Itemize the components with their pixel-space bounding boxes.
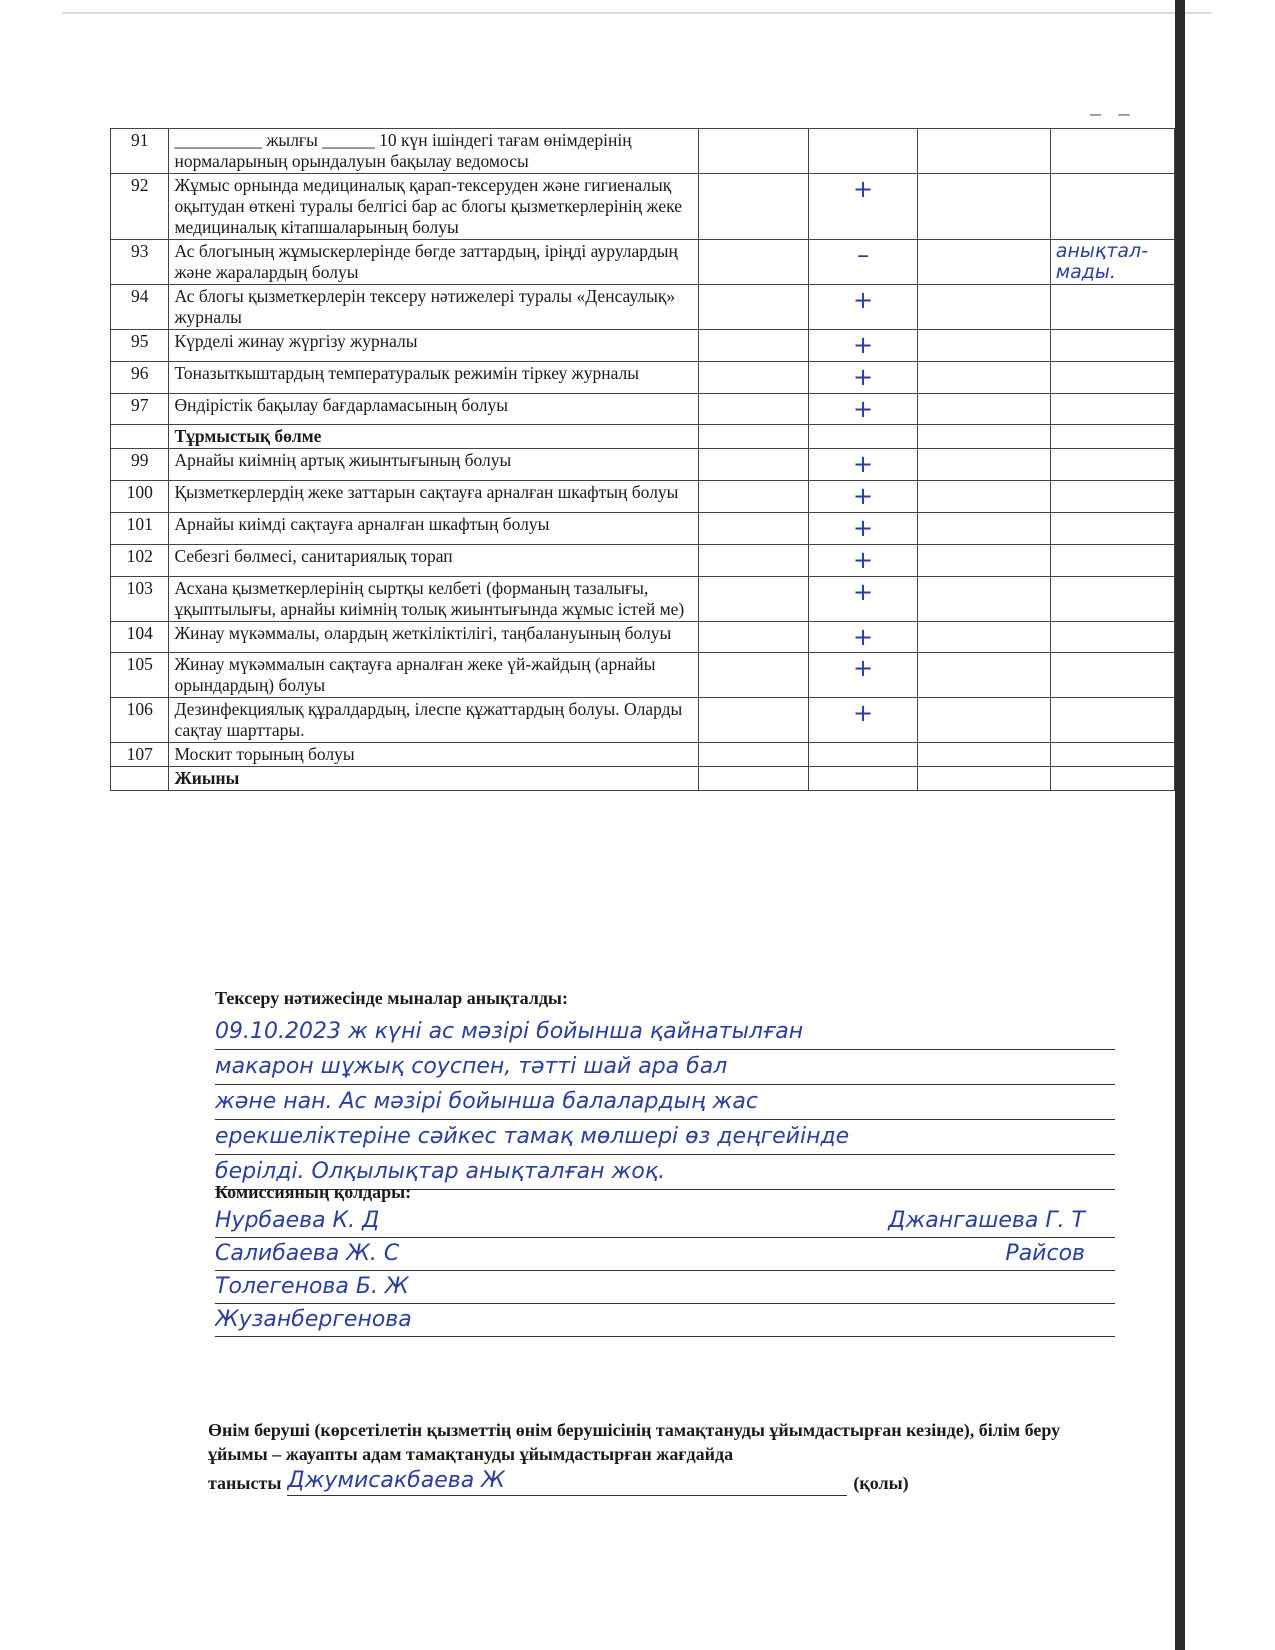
row-description: Қызметкерлердің жеке заттарын сақтауға арналған шкафтың болуы <box>169 481 698 513</box>
table-row <box>111 743 1175 767</box>
empty-cell <box>918 129 1050 174</box>
remark-cell <box>1050 129 1174 174</box>
remark-cell <box>1050 285 1174 330</box>
signature-name: Джангашева Г. Т <box>888 1208 1085 1233</box>
check-mark: + <box>808 285 918 330</box>
remark-cell <box>1050 512 1174 544</box>
check-mark <box>808 767 918 791</box>
signature-name <box>1085 1304 1115 1336</box>
table-row <box>111 285 1175 330</box>
empty-cell <box>698 698 808 743</box>
check-mark: – <box>808 240 918 285</box>
table-row <box>111 544 1175 576</box>
empty-cell <box>918 285 1050 330</box>
remark-cell: анықтал-мады. <box>1050 240 1174 285</box>
section-row <box>111 425 1175 449</box>
checklist-table <box>110 128 1175 791</box>
empty-cell <box>918 330 1050 362</box>
remark-cell <box>1050 767 1174 791</box>
signature-name: Нурбаева К. Д <box>215 1208 380 1233</box>
row-description: Себезгі бөлмесі, санитариялық торап <box>169 544 698 576</box>
acquainted-label: танысты <box>208 1473 282 1494</box>
table-row <box>111 330 1175 362</box>
remark-cell <box>1050 544 1174 576</box>
acquainted-signature: Джумисакбаева Ж <box>287 1467 847 1496</box>
empty-cell <box>918 481 1050 513</box>
table-row <box>111 174 1175 240</box>
row-description: Асхана қызметкерлерінің сыртқы келбеті (форманың тазалығы, ұқыптылығы, арнайы киімнің толық жиынтығында жұмыс істей ме) <box>169 576 698 621</box>
empty-cell <box>918 743 1050 767</box>
row-description: Ас блогы қызметкерлерін тексеру нәтижелері туралы «Денсаулық» журналы <box>169 285 698 330</box>
remark-cell <box>1050 425 1174 449</box>
row-description: Арнайы киімнің артық жиынтығының болуы <box>169 449 698 481</box>
row-number: 93 <box>111 240 169 285</box>
scan-edge-right <box>1175 0 1185 1650</box>
empty-cell <box>698 425 808 449</box>
row-number: 103 <box>111 576 169 621</box>
signature-line <box>215 1271 1115 1304</box>
findings-line: 09.10.2023 ж күні ас мәзірі бойынша қайнатылған <box>215 1015 1115 1050</box>
table-row <box>111 512 1175 544</box>
empty-cell <box>698 653 808 698</box>
signature-name: Жузанбергенова <box>215 1307 412 1332</box>
empty-cell <box>698 361 808 393</box>
empty-cell <box>698 544 808 576</box>
check-mark: + <box>808 174 918 240</box>
check-mark: + <box>808 621 918 653</box>
empty-cell <box>918 698 1050 743</box>
findings-line: және нан. Ас мәзірі бойынша балалардың жас <box>215 1085 1115 1120</box>
empty-cell <box>918 576 1050 621</box>
empty-cell <box>698 576 808 621</box>
check-mark: + <box>808 544 918 576</box>
row-description: Ас блогының жұмыскерлерінде бөгде заттардың, іріңді аурулардың және жаралардың болуы <box>169 240 698 285</box>
empty-cell <box>918 653 1050 698</box>
table-row <box>111 129 1175 174</box>
remark-cell <box>1050 361 1174 393</box>
signature-name: Толегенова Б. Ж <box>215 1274 409 1299</box>
remark-cell <box>1050 698 1174 743</box>
pen-marks: – – <box>1090 100 1136 125</box>
empty-cell <box>698 767 808 791</box>
check-mark: + <box>808 393 918 425</box>
empty-cell <box>698 129 808 174</box>
empty-cell <box>698 240 808 285</box>
provider-section <box>208 1418 1108 1496</box>
row-description: Дезинфекциялық құралдардың, ілеспе құжаттардың болуы. Оларды сақтау шарттары. <box>169 698 698 743</box>
row-number: 99 <box>111 449 169 481</box>
remark-cell <box>1050 576 1174 621</box>
commission-section <box>215 1182 1115 1337</box>
signature-caption: (қолы) <box>853 1473 909 1494</box>
empty-cell <box>918 361 1050 393</box>
empty-cell <box>918 512 1050 544</box>
table-row <box>111 653 1175 698</box>
table-row <box>111 481 1175 513</box>
check-mark: + <box>808 653 918 698</box>
check-mark: + <box>808 576 918 621</box>
table-row <box>111 698 1175 743</box>
row-description: Тұрмыстық бөлме <box>169 425 698 449</box>
check-mark: + <box>808 361 918 393</box>
remark-cell <box>1050 743 1174 767</box>
table-row <box>111 240 1175 285</box>
empty-cell <box>698 285 808 330</box>
signature-name <box>1085 1271 1115 1303</box>
row-number: 96 <box>111 361 169 393</box>
findings-line: макарон шұжық соуспен, тәтті шай ара бал <box>215 1050 1115 1085</box>
empty-cell <box>698 393 808 425</box>
empty-cell <box>918 621 1050 653</box>
row-number: 102 <box>111 544 169 576</box>
row-description: Москит торының болуы <box>169 743 698 767</box>
signature-name: Салибаева Ж. С <box>215 1241 400 1266</box>
scan-edge-top <box>62 12 1212 14</box>
section-row <box>111 767 1175 791</box>
row-number: 95 <box>111 330 169 362</box>
row-number: 105 <box>111 653 169 698</box>
check-mark: + <box>808 330 918 362</box>
check-mark: + <box>808 512 918 544</box>
empty-cell <box>918 767 1050 791</box>
remark-cell <box>1050 653 1174 698</box>
acquainted-row <box>208 1467 1108 1496</box>
row-description: Жұмыс орнында медициналық қарап-тексеруден және гигиеналық оқытудан өткені туралы белгісі бар ас блогы қызметкерлерінің жеке медициналық кітапшаларының болуы <box>169 174 698 240</box>
signature-line <box>215 1205 1115 1238</box>
row-number: 106 <box>111 698 169 743</box>
remark-cell <box>1050 621 1174 653</box>
findings-section <box>215 988 1115 1190</box>
row-description: Жиыны <box>169 767 698 791</box>
row-description: Өндірістік бақылау бағдарламасының болуы <box>169 393 698 425</box>
check-mark <box>808 129 918 174</box>
check-mark: + <box>808 481 918 513</box>
commission-title: Комиссияның қолдары: <box>215 1182 412 1202</box>
empty-cell <box>918 449 1050 481</box>
signature-name: Райсов <box>1005 1241 1085 1266</box>
row-number: 100 <box>111 481 169 513</box>
table-row <box>111 361 1175 393</box>
provider-text: Өнім беруші (көрсетілетін қызметтің өнім берушісінің тамақтануды ұйымдастырған кезінде), білім беру ұйымы – жауапты адам тамақтануды ұйымдастырған жағдайда <box>208 1420 1061 1465</box>
row-description: Жинау мүкәммалын сақтауға арналған жеке үй-жайдың (арнайы орындардың) болуы <box>169 653 698 698</box>
row-number: 92 <box>111 174 169 240</box>
row-description: Күрделі жинау жүргізу журналы <box>169 330 698 362</box>
remark-cell <box>1050 449 1174 481</box>
row-number <box>111 767 169 791</box>
check-mark <box>808 743 918 767</box>
empty-cell <box>918 393 1050 425</box>
row-number: 97 <box>111 393 169 425</box>
remark-cell <box>1050 393 1174 425</box>
signature-line <box>215 1304 1115 1337</box>
empty-cell <box>918 174 1050 240</box>
table-row <box>111 449 1175 481</box>
row-number <box>111 425 169 449</box>
row-description: Арнайы киімді сақтауға арналған шкафтың болуы <box>169 512 698 544</box>
empty-cell <box>698 512 808 544</box>
table-row <box>111 393 1175 425</box>
empty-cell <box>918 240 1050 285</box>
empty-cell <box>698 330 808 362</box>
empty-cell <box>698 449 808 481</box>
check-mark: + <box>808 449 918 481</box>
empty-cell <box>918 544 1050 576</box>
remark-cell <box>1050 330 1174 362</box>
row-number: 107 <box>111 743 169 767</box>
findings-title: Тексеру нәтижесінде мыналар анықталды: <box>215 988 568 1008</box>
row-number: 101 <box>111 512 169 544</box>
table-row <box>111 621 1175 653</box>
row-description: Тоназыткыштардың температуралык режимін тіркеу журналы <box>169 361 698 393</box>
empty-cell <box>698 743 808 767</box>
row-number: 104 <box>111 621 169 653</box>
check-mark: + <box>808 698 918 743</box>
table-row <box>111 576 1175 621</box>
check-mark <box>808 425 918 449</box>
row-description: Жинау мүкәммалы, олардың жеткіліктілігі, таңбалануының болуы <box>169 621 698 653</box>
findings-line: берілді. Олқылықтар анықталған жоқ. <box>215 1155 1115 1190</box>
empty-cell <box>698 174 808 240</box>
row-number: 94 <box>111 285 169 330</box>
signature-line <box>215 1238 1115 1271</box>
empty-cell <box>698 481 808 513</box>
empty-cell <box>918 425 1050 449</box>
remark-cell <box>1050 174 1174 240</box>
row-description: __________ жылғы ______ 10 күн ішіндегі тағам өнімдерінің нормаларының орындалуын бақылау ведомосы <box>169 129 698 174</box>
row-number: 91 <box>111 129 169 174</box>
findings-line: ерекшеліктеріне сәйкес тамақ мөлшері өз деңгейінде <box>215 1120 1115 1155</box>
empty-cell <box>698 621 808 653</box>
remark-cell <box>1050 481 1174 513</box>
